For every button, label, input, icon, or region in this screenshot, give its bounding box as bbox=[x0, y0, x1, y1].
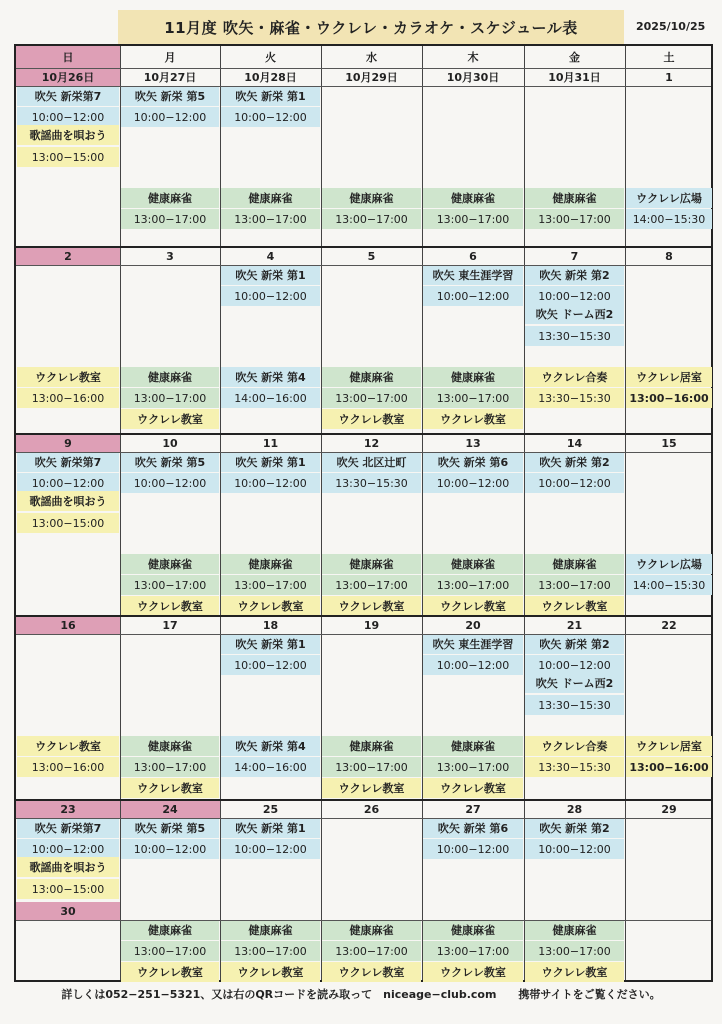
date-label: 1 bbox=[665, 70, 673, 84]
event-entry: 13:00−17:00 bbox=[322, 575, 421, 595]
date-label: 19 bbox=[363, 618, 380, 632]
date-divider bbox=[16, 920, 711, 921]
event-entry: 10:00−12:00 bbox=[221, 473, 320, 493]
event-entry: ウクレレ教室 bbox=[525, 596, 624, 616]
date-label: 17 bbox=[162, 618, 178, 632]
date-label: 5 bbox=[367, 249, 376, 263]
event-entry: ウクレレ教室 bbox=[423, 409, 523, 429]
date-label: 9 bbox=[16, 434, 120, 452]
date-label: 24 bbox=[120, 800, 220, 818]
date-label: 10月27日 bbox=[143, 71, 197, 84]
event-entry: 14:00−16:00 bbox=[221, 388, 320, 408]
event-entry: 吹矢 新栄 第4 bbox=[221, 736, 320, 756]
header-divider bbox=[16, 68, 711, 69]
event-entry: 13:00−17:00 bbox=[221, 941, 320, 961]
date-label: 26 bbox=[363, 802, 380, 816]
event-entry: 健康麻雀 bbox=[423, 736, 523, 756]
event-entry: 10:00−12:00 bbox=[121, 839, 219, 859]
event-entry: 健康麻雀 bbox=[525, 920, 624, 940]
event-entry: 吹矢 新栄 第1 bbox=[221, 86, 320, 106]
event-entry: 健康麻雀 bbox=[423, 367, 523, 387]
event-entry: 吹矢 新栄 第1 bbox=[221, 634, 320, 654]
event-entry: 13:00−16:00 bbox=[626, 757, 712, 777]
event-entry: 健康麻雀 bbox=[221, 554, 320, 574]
date-label: 30 bbox=[16, 902, 120, 920]
event-entry: 13:30−15:30 bbox=[525, 388, 624, 408]
date-label: 22 bbox=[661, 618, 677, 632]
event-entry: 吹矢 新栄 第1 bbox=[221, 265, 320, 285]
date-divider bbox=[16, 265, 711, 266]
event-entry: 10:00−12:00 bbox=[423, 286, 523, 306]
event-entry: 吹矢 新栄 第2 bbox=[525, 265, 624, 285]
event-entry: 吹矢 東生涯学習 bbox=[423, 265, 523, 285]
date-label: 10 bbox=[162, 436, 178, 450]
column-divider bbox=[524, 46, 525, 980]
event-entry: ウクレレ居室 bbox=[626, 736, 712, 756]
event-entry: ウクレレ教室 bbox=[525, 962, 624, 982]
week-divider bbox=[16, 615, 711, 617]
event-entry: 13:00−17:00 bbox=[322, 388, 421, 408]
event-entry: 13:30−15:30 bbox=[322, 473, 421, 493]
date-label: 10月30日 bbox=[446, 71, 500, 84]
event-entry: 健康麻雀 bbox=[121, 367, 219, 387]
event-entry: 吹矢 北区辻町 bbox=[322, 452, 421, 472]
event-entry: 歌謡曲を唄おう bbox=[17, 491, 119, 511]
event-entry: 吹矢 新栄第7 bbox=[17, 452, 119, 472]
event-entry: 吹矢 新栄 第5 bbox=[121, 452, 219, 472]
date-label: 15 bbox=[661, 436, 677, 450]
event-entry: 健康麻雀 bbox=[221, 920, 320, 940]
event-entry: ウクレレ教室 bbox=[121, 409, 219, 429]
event-entry: 13:00−17:00 bbox=[423, 941, 523, 961]
event-entry: 13:00−17:00 bbox=[525, 209, 624, 229]
weekday-header: 土 bbox=[663, 51, 675, 64]
event-entry: 健康麻雀 bbox=[525, 554, 624, 574]
event-entry: ウクレレ教室 bbox=[221, 962, 320, 982]
event-entry: 健康麻雀 bbox=[322, 554, 421, 574]
event-entry: 10:00−12:00 bbox=[121, 107, 219, 127]
event-entry: 13:00−17:00 bbox=[322, 941, 421, 961]
event-entry: 健康麻雀 bbox=[121, 188, 219, 208]
event-entry: 健康麻雀 bbox=[322, 736, 421, 756]
event-entry: 13:00−17:00 bbox=[121, 575, 219, 595]
event-entry: 10:00−12:00 bbox=[423, 655, 523, 675]
event-entry: 13:00−16:00 bbox=[17, 388, 119, 408]
event-entry: 10:00−12:00 bbox=[525, 286, 624, 306]
event-entry: 10:00−12:00 bbox=[221, 839, 320, 859]
event-entry: 13:00−17:00 bbox=[322, 757, 421, 777]
event-entry: 歌謡曲を唄おう bbox=[17, 125, 119, 145]
week-divider bbox=[16, 246, 711, 248]
print-date: 2025/10/25 bbox=[636, 20, 706, 33]
event-entry: 健康麻雀 bbox=[423, 920, 523, 940]
event-entry: ウクレレ教室 bbox=[423, 778, 523, 798]
event-entry: 13:30−15:30 bbox=[525, 695, 624, 715]
event-entry: 吹矢 新栄 第5 bbox=[121, 86, 219, 106]
date-label: 21 bbox=[566, 618, 583, 632]
weekday-header: 火 bbox=[265, 51, 276, 64]
event-entry: ウクレレ合奏 bbox=[525, 736, 624, 756]
date-label: 20 bbox=[465, 618, 481, 632]
event-entry: 13:00−17:00 bbox=[423, 209, 523, 229]
event-entry: 13:00−17:00 bbox=[423, 388, 523, 408]
column-divider bbox=[321, 46, 322, 980]
event-entry: 健康麻雀 bbox=[322, 920, 421, 940]
date-label: 7 bbox=[570, 249, 579, 263]
event-entry: 健康麻雀 bbox=[121, 736, 219, 756]
date-label: 10月28日 bbox=[244, 71, 297, 84]
event-entry: 吹矢 新栄 第2 bbox=[525, 634, 624, 654]
event-entry: 10:00−12:00 bbox=[17, 839, 119, 859]
event-entry: 吹矢 新栄第7 bbox=[17, 86, 119, 106]
event-entry: ウクレレ居室 bbox=[626, 367, 712, 387]
event-entry: 13:00−16:00 bbox=[626, 388, 712, 408]
event-entry: 健康麻雀 bbox=[525, 188, 624, 208]
event-entry: ウクレレ教室 bbox=[322, 778, 421, 798]
event-entry: 吹矢 新栄 第2 bbox=[525, 818, 624, 838]
date-label: 8 bbox=[665, 249, 673, 263]
event-entry: 13:00−17:00 bbox=[221, 209, 320, 229]
event-entry: ウクレレ教室 bbox=[121, 778, 219, 798]
event-entry: ウクレレ広場 bbox=[626, 188, 712, 208]
date-divider bbox=[16, 86, 711, 87]
date-label: 29 bbox=[661, 802, 677, 816]
column-divider bbox=[625, 46, 626, 980]
event-entry: 10:00−12:00 bbox=[17, 107, 119, 127]
column-divider bbox=[422, 46, 423, 980]
column-divider bbox=[220, 46, 221, 980]
event-entry: 吹矢 新栄第7 bbox=[17, 818, 119, 838]
event-entry: ウクレレ教室 bbox=[121, 962, 219, 982]
event-entry: 歌謡曲を唄おう bbox=[17, 857, 119, 877]
date-label: 10月26日 bbox=[16, 68, 120, 86]
event-entry: 13:30−15:30 bbox=[525, 757, 624, 777]
event-entry: 10:00−12:00 bbox=[423, 473, 523, 493]
event-entry: 13:00−17:00 bbox=[121, 209, 219, 229]
event-entry: ウクレレ合奏 bbox=[525, 367, 624, 387]
event-entry: 14:00−15:30 bbox=[626, 575, 712, 595]
event-entry: ウクレレ教室 bbox=[423, 596, 523, 616]
date-label: 2 bbox=[16, 247, 120, 265]
date-label: 12 bbox=[363, 436, 380, 450]
date-label: 27 bbox=[465, 802, 481, 816]
event-entry: 10:00−12:00 bbox=[17, 473, 119, 493]
footer-note: 詳しくは052−251−5321、又は右のQRコードを読み取って niceage−club.com 携帯サイトをご覧ください。 bbox=[61, 988, 661, 1001]
event-entry: 13:00−17:00 bbox=[322, 209, 421, 229]
schedule-grid bbox=[14, 44, 713, 982]
event-entry: 健康麻雀 bbox=[322, 188, 421, 208]
event-entry: ウクレレ教室 bbox=[121, 596, 219, 616]
date-label: 13 bbox=[465, 436, 481, 450]
event-entry: 健康麻雀 bbox=[423, 188, 523, 208]
event-entry: 健康麻雀 bbox=[322, 367, 421, 387]
event-entry: 13:30−15:30 bbox=[525, 326, 624, 346]
event-entry: 吹矢 新栄 第6 bbox=[423, 452, 523, 472]
date-label: 10月29日 bbox=[345, 71, 398, 84]
date-divider bbox=[16, 818, 711, 819]
date-label: 16 bbox=[16, 616, 120, 634]
event-entry: 13:00−17:00 bbox=[121, 388, 219, 408]
event-entry: 吹矢 新栄 第1 bbox=[221, 452, 320, 472]
event-entry: 健康麻雀 bbox=[221, 188, 320, 208]
week-divider bbox=[16, 433, 711, 435]
page-title: 11月度 吹矢・麻雀・ウクレレ・カラオケ・スケジュール表 bbox=[118, 10, 624, 44]
event-entry: ウクレレ教室 bbox=[322, 962, 421, 982]
date-label: 4 bbox=[266, 249, 275, 263]
event-entry: 13:00−15:00 bbox=[17, 513, 119, 533]
event-entry: 吹矢 ドーム西2 bbox=[525, 673, 624, 693]
event-entry: 13:00−17:00 bbox=[525, 575, 624, 595]
event-entry: 14:00−15:30 bbox=[626, 209, 712, 229]
date-label: 11 bbox=[262, 436, 279, 450]
weekday-header: 月 bbox=[164, 51, 176, 64]
event-entry: 吹矢 新栄 第6 bbox=[423, 818, 523, 838]
event-entry: 10:00−12:00 bbox=[121, 473, 219, 493]
event-entry: 13:00−17:00 bbox=[121, 941, 219, 961]
event-entry: 10:00−12:00 bbox=[423, 839, 523, 859]
event-entry: 吹矢 新栄 第2 bbox=[525, 452, 624, 472]
event-entry: 10:00−12:00 bbox=[221, 107, 320, 127]
week-divider bbox=[16, 799, 711, 801]
event-entry: ウクレレ教室 bbox=[423, 962, 523, 982]
date-label: 18 bbox=[262, 618, 279, 632]
event-entry: 10:00−12:00 bbox=[525, 473, 624, 493]
event-entry: ウクレレ教室 bbox=[17, 736, 119, 756]
event-entry: 14:00−16:00 bbox=[221, 757, 320, 777]
date-label: 6 bbox=[469, 249, 477, 263]
date-label: 25 bbox=[262, 802, 279, 816]
event-entry: 13:00−17:00 bbox=[121, 757, 219, 777]
event-entry: 健康麻雀 bbox=[121, 554, 219, 574]
event-entry: ウクレレ教室 bbox=[221, 596, 320, 616]
event-entry: 吹矢 東生涯学習 bbox=[423, 634, 523, 654]
event-entry: ウクレレ教室 bbox=[17, 367, 119, 387]
date-label: 28 bbox=[566, 802, 583, 816]
event-entry: 13:00−16:00 bbox=[17, 757, 119, 777]
event-entry: 13:00−17:00 bbox=[525, 941, 624, 961]
event-entry: 吹矢 新栄 第4 bbox=[221, 367, 320, 387]
event-entry: 10:00−12:00 bbox=[221, 286, 320, 306]
event-entry: 13:00−15:00 bbox=[17, 147, 119, 167]
date-divider bbox=[16, 634, 711, 635]
event-entry: ウクレレ教室 bbox=[322, 596, 421, 616]
event-entry: ウクレレ教室 bbox=[322, 409, 421, 429]
event-entry: 吹矢 ドーム西2 bbox=[525, 304, 624, 324]
date-label: 10月31日 bbox=[548, 71, 601, 84]
event-entry: ウクレレ広場 bbox=[626, 554, 712, 574]
date-divider bbox=[16, 452, 711, 453]
date-label: 23 bbox=[16, 800, 120, 818]
event-entry: 13:00−17:00 bbox=[423, 575, 523, 595]
event-entry: 13:00−17:00 bbox=[423, 757, 523, 777]
date-label: 3 bbox=[166, 249, 174, 263]
event-entry: 健康麻雀 bbox=[121, 920, 219, 940]
weekday-header: 金 bbox=[569, 51, 580, 64]
event-entry: 吹矢 新栄 第1 bbox=[221, 818, 320, 838]
event-entry: 吹矢 新栄 第5 bbox=[121, 818, 219, 838]
event-entry: 10:00−12:00 bbox=[525, 839, 624, 859]
event-entry: 健康麻雀 bbox=[423, 554, 523, 574]
event-entry: 10:00−12:00 bbox=[525, 655, 624, 675]
weekday-header: 水 bbox=[366, 51, 377, 64]
event-entry: 13:00−15:00 bbox=[17, 879, 119, 899]
event-entry: 13:00−17:00 bbox=[221, 575, 320, 595]
date-label: 14 bbox=[566, 436, 583, 450]
event-entry: 10:00−12:00 bbox=[221, 655, 320, 675]
column-divider bbox=[120, 46, 121, 980]
weekday-header: 日 bbox=[16, 46, 120, 68]
weekday-header: 木 bbox=[467, 51, 479, 64]
